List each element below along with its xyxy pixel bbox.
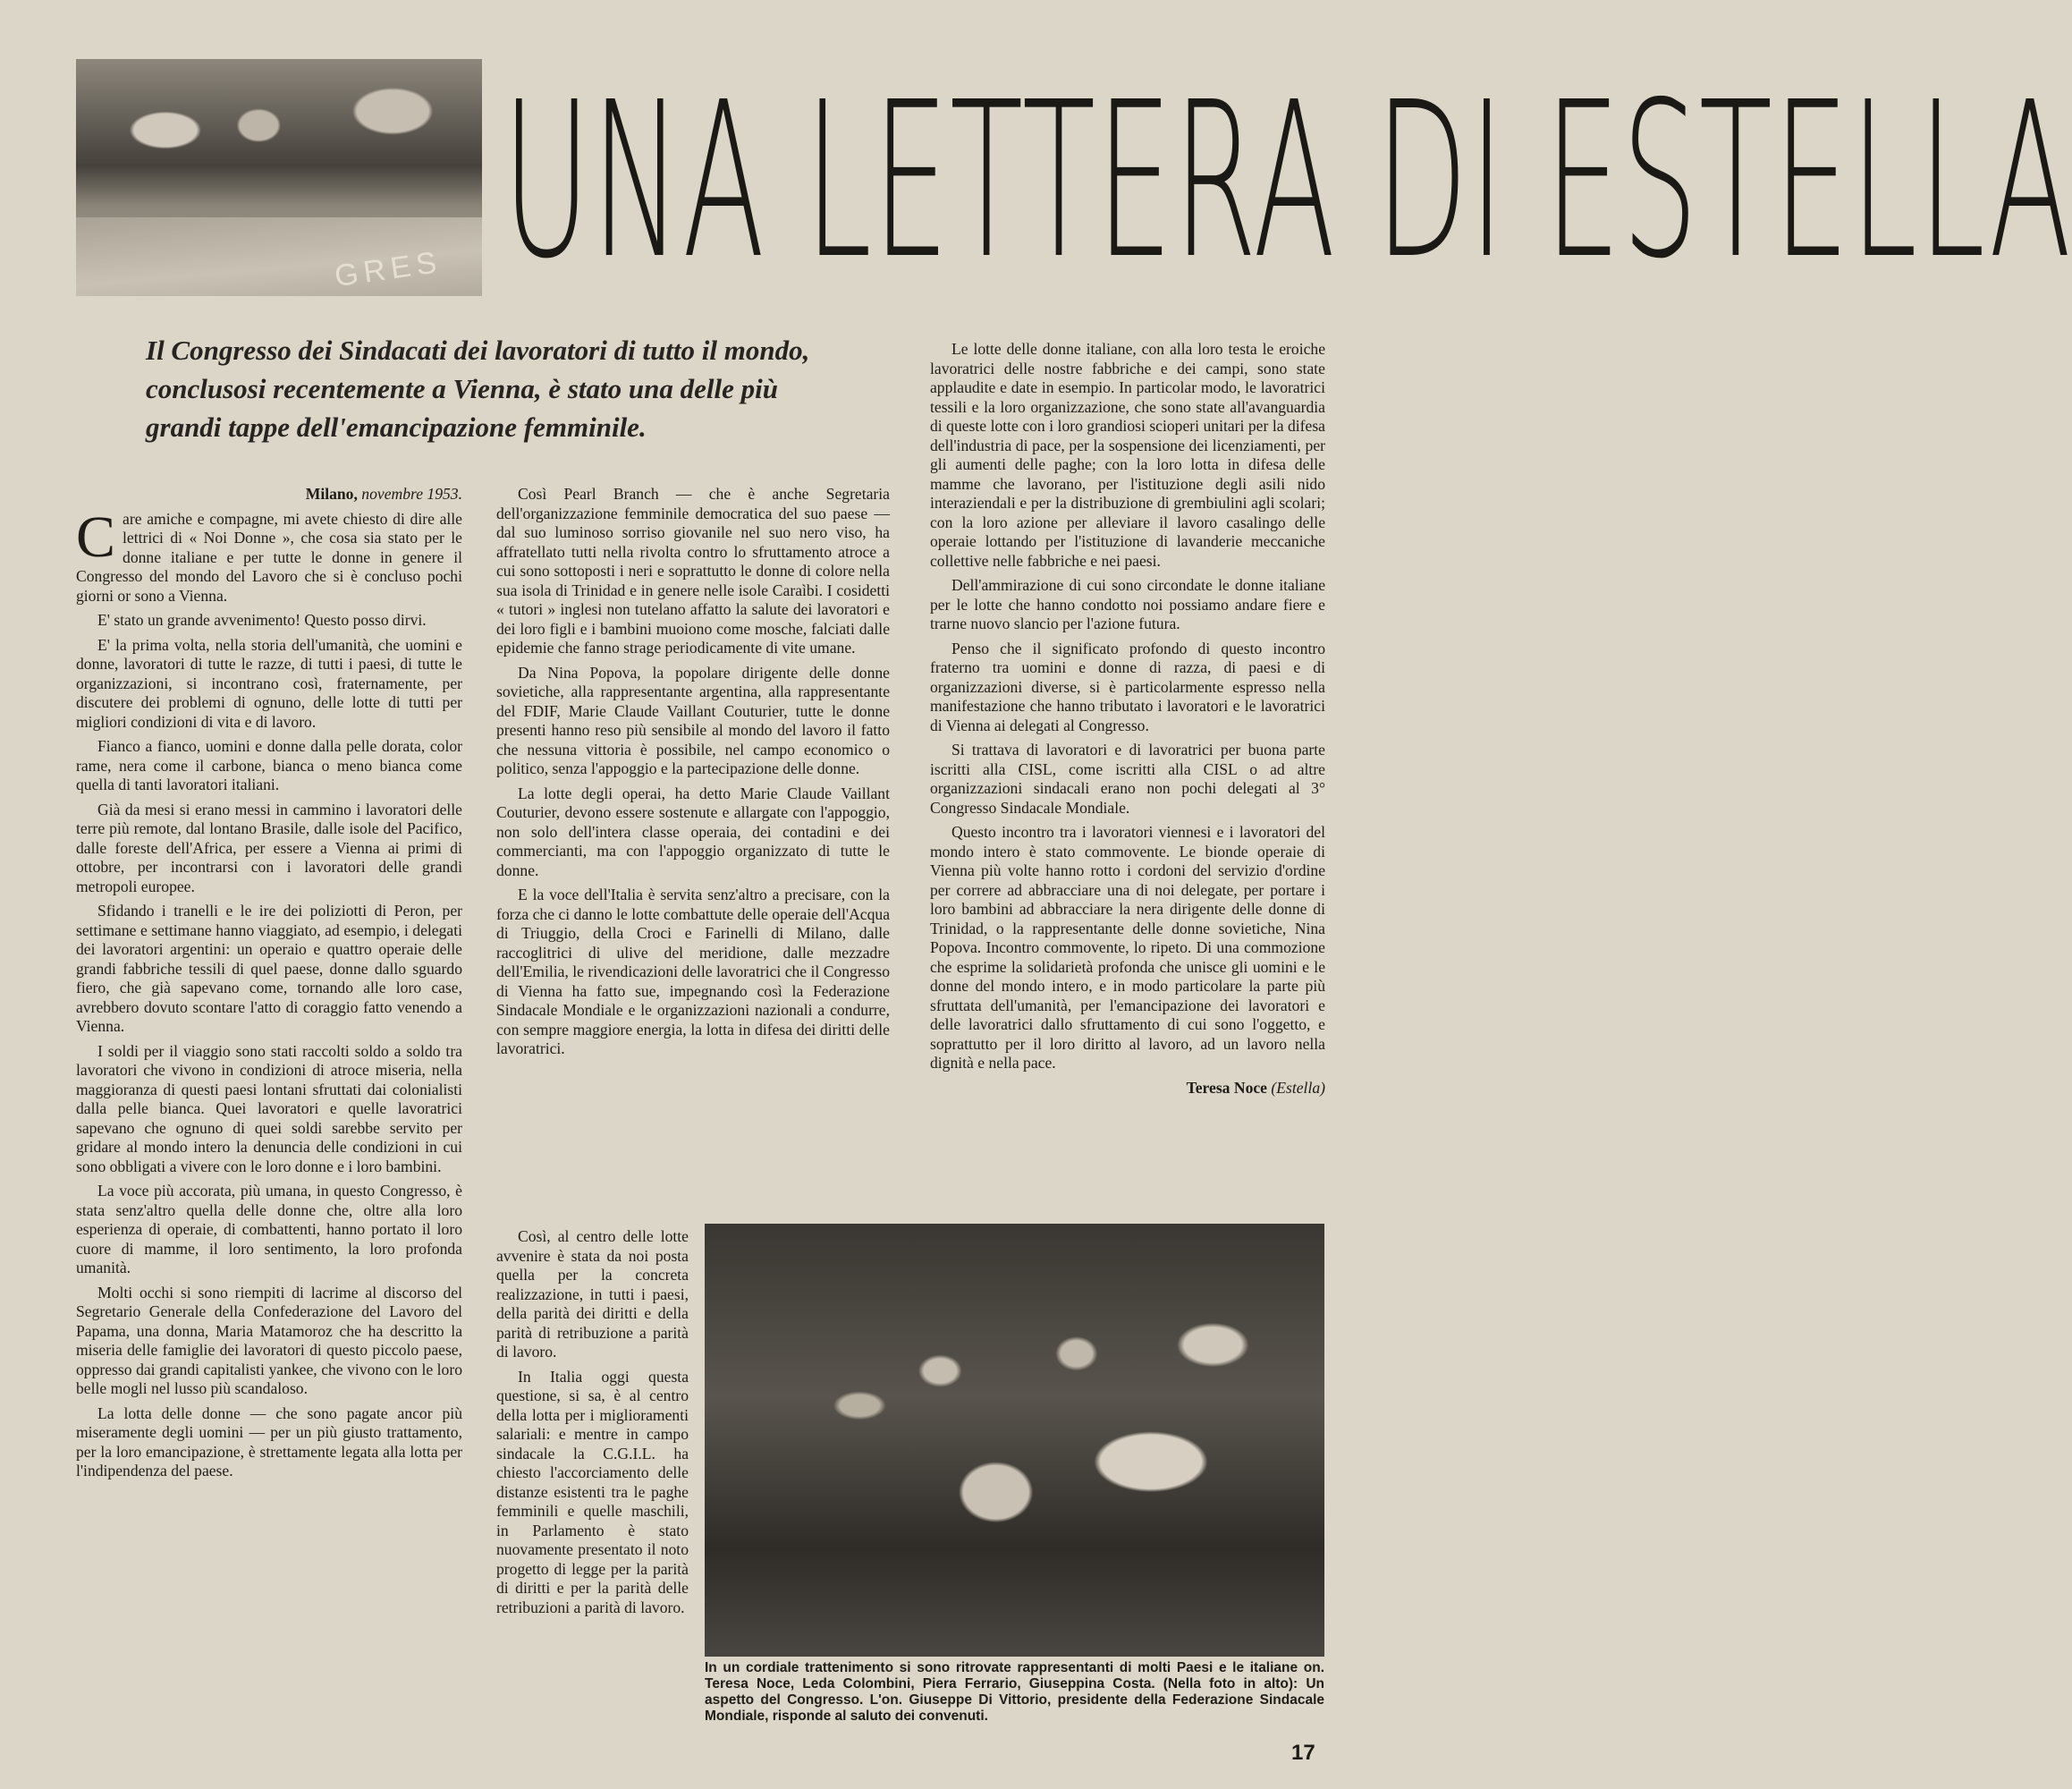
paragraph: Da Nina Popova, la popolare dirigente delle donne sovietiche, alla rappresentante argentina, alla rappresentante del FDIF, Marie Claude Vaillant Couturier, tutte le donne presenti hanno reso più sensibile al mondo del lavoro il fatto che nessuna vittoria è possibile, nel campo economico o politico, senza l'appoggio e la partecipazione delle donne. xyxy=(496,663,890,777)
headline: UNA LETTERA DI ESTELLA xyxy=(503,55,2072,306)
congress-photo xyxy=(76,59,482,296)
paragraph: E la voce dell'Italia è servita senz'altro a precisare, con la forza che ci danno le lotte combattute delle operaie dell'Acqua di Triuggio, della Croci e Farinelli di Milano, dalle raccoglitrici di ulive del meridione, dalle mezzadre dell'Emilia, le rivendicazioni delle lavoratrici che il Congresso di Vienna ha fatto sue, impegnando così la Federazione Sindacale Mondiale e le organizzazioni nazionali a condurre, con sempre maggiore energia, la lotta in difesa dei diritti delle lavoratrici. xyxy=(496,886,890,1057)
paragraph: Già da mesi si erano messi in cammino i lavoratori delle terre più remote, dal lontano Brasile, dalle isole del Pacifico, dalle foreste dell'Africa, per essere a Vienna ai primi di ottobre, per incontrarsi con i lavoratori delle grandi metropoli europee. xyxy=(76,800,462,895)
article-column-2-continued xyxy=(496,1227,689,1623)
paragraph xyxy=(76,504,462,606)
paragraph: I soldi per il viaggio sono stati raccolti soldo a soldo tra lavoratori che vivono in condizioni di atroce miseria, nella maggioranza di questi paesi lontani sfruttati dai colonialisti dalla pelle bianca. Quei lavoratori e quelle lavoratrici sapevano che ognuno di quei soldi sarebbe servito per gridare al mondo intero la denuncia delle condizioni in cui sono obbligati a vivere con le loro donne e i loro bambini. xyxy=(76,1041,462,1175)
intro-text: Il Congresso dei Sindacati dei lavoratori di tutto il mondo, conclusosi recentemente a Vienna, è stato una delle più grandi tappe dell'emancipazione femminile. xyxy=(146,335,810,443)
photo-caption: In un cordiale trattenimento si sono ritrovate rappresentanti di molti Paesi e le italiane on. Teresa Noce, Leda Colombini, Piera Ferrario, Giuseppina Costa. (Nella foto in alto): Un aspetto del Congresso. L'on. Giuseppe Di Vittorio, presidente della Federazione Sindacale Mondiale, risponde al saluto dei convenuti. xyxy=(705,1660,1324,1724)
dateline-date: novembre 1953. xyxy=(361,485,462,503)
paragraph: Si trattava di lavoratori e di lavoratrici per buona parte iscritti alla CISL, come iscritti alla CISL o ad altre organizzazioni sindacali erano non pochi delegati al 3° Congresso Sindacale Mondiale. xyxy=(930,741,1325,817)
paragraph: In Italia oggi questa questione, si sa, è al centro della lotta per i miglioramenti salariali: e mentre in campo sindacale la C.G.I.L. ha chiesto l'accorciamento delle distanze esistenti tra le paghe femminili e quelle maschili, in Parlamento è stato nuovamente presentato il noto progetto di legge per la parità di diritti e per la parità delle retribuzioni a parità di lavoro. xyxy=(496,1367,689,1616)
paragraph-text: are amiche e compagne, mi avete chiesto di dire alle lettrici di « Noi Donne », che cosa sia stato per le donne italiane e per tutte le donne in genere il Congresso del mondo del Lavoro che si è concluso pochi giorni or sono a Vienna. xyxy=(76,509,462,605)
paragraph: La lotte degli operai, ha detto Marie Claude Vaillant Couturier, devono essere sostenute e allargate con l'appoggio, non solo dell'intera classe operaia, dei contadini e dei commercianti, ma con l'appoggio organizzato di tutte le donne. xyxy=(496,784,890,879)
author-alias: (Estella) xyxy=(1271,1078,1325,1097)
paragraph: E' stato un grande avvenimento! Questo posso dirvi. xyxy=(97,611,427,629)
signature xyxy=(930,1079,1325,1098)
paragraph: Penso che il significato profondo di questo incontro fraterno tra uomini e donne di razza, di paesi e di organizzazioni diverse, si è particolarmente espresso nella manifestazione che hanno tributato i lavoratori e le lavoratrici di Vienna ai delegati al Congresso. xyxy=(930,639,1325,734)
paragraph: La lotta delle donne — che sono pagate ancor più miseramente degli uomini — per un più giusto trattamento, per la loro emancipazione, è strettamente legata alla lotta per l'indipendenza del paese. xyxy=(76,1403,462,1480)
article-column-1 xyxy=(76,485,462,1487)
paragraph: Le lotte delle donne italiane, con alla loro testa le eroiche lavoratrici delle nostre fabbriche e dei campi, sono state applaudite e date in esempio. In particolar modo, le lavoratrici tessili e la loro organizzazione, che sono state all'avanguardia di queste lotte con i loro grandiosi scioperi unitari per la difesa dell'industria di pace, per la sospensione dei licenziamenti, per gli aumenti delle paghe; con la loro lotta in difesa delle mamme che lavorano, per l'istituzione degli asili nido interaziendali e per la distribuzione di grembiulini agli scolari; con la loro azione per alleviare il lavoro casalingo delle operaie lottando per l'istituzione di lavanderie meccaniche collettive nelle fabbriche e nei paesi. xyxy=(930,340,1325,570)
author-name: Teresa Noce xyxy=(1186,1078,1267,1097)
banner-graphic xyxy=(76,217,482,296)
paragraph: Così Pearl Branch — che è anche Segretaria dell'organizzazione femminile democratica del suo paese — dal suo luminoso sorriso giovanile nel suo nero viso, ha affratellato tutti nella rivolta contro lo sfruttamento atroce a cui sono sottoposti i neri e soprattutto le donne di colore nella sua isola di Trinidad e in genere nelle isole Caraìbi. I cosidetti « tutori » inglesi non tutelano affatto la salute dei lavoratori e dei loro figli e i bambini muoiono come mosche, falciati dalle epidemie che fanno strage periodicamente di vite umane. xyxy=(496,485,890,657)
banner-text: GRES xyxy=(332,244,444,294)
paragraph: Dell'ammirazione di cui sono circondate le donne italiane per le lotte che hanno condotto noi possiamo andare fiere e trarne nuovo slancio per l'azione futura. xyxy=(930,576,1325,632)
dateline xyxy=(76,485,462,504)
paragraph: E' la prima volta, nella storia dell'umanità, che uomini e donne, lavoratori di tutte le razze, di tutti i paesi, di tutte le organizzazioni, si incontrano così, fraternamente, per discutere dei problemi di ognuno, delle lotte di tutti per migliori condizioni di vita e di lavoro. xyxy=(76,635,462,731)
paragraph: Sfidando i tranelli e le ire dei poliziotti di Peron, per settimane e settimane hanno viaggiato, ad esempio, i delegati dei lavoratori argentini: un operaio e quattro operaie delle grandi fabbriche tessili di quel paese, donne dallo sguardo fiero, che già sapevano come, tornando alle loro case, avrebbero dovuto scontare l'atto di coraggio fatto venendo a Vienna. xyxy=(76,902,462,1035)
paragraph: Così, al centro delle lotte avvenire è stata da noi posta quella per la concreta realizzazione, in tutti i paesi, della parità dei diritti e della parità di retribuzione a parità di lavoro. xyxy=(496,1227,689,1361)
reception-photo xyxy=(705,1224,1324,1657)
drop-cap: C xyxy=(76,504,116,570)
page-number: 17 xyxy=(1291,1741,1315,1765)
dateline-city: Milano, xyxy=(305,485,358,503)
paragraph: Fianco a fianco, uomini e donne dalla pelle dorata, color rame, nera come il carbone, bianca o meno bianca come quella di tanti lavoratori italiani. xyxy=(76,737,462,793)
article-column-3 xyxy=(930,340,1325,1098)
paragraph: Questo incontro tra i lavoratori viennesi e i lavoratori del mondo intero è stato commovente. Le bionde operaie di Vienna più volte hanno rotto i cordoni del servizio d'ordine per correre ad abbracciare una di noi delegate, per portare i loro bambini ad abbracciare la nera dirigente delle donne di Trinidad, o la rappresentante delle donne sovietiche, Nina Popova. Incontro commovente, lo ripeto. Di una commozione che esprime la solidarietà profonda che unisce gli uomini e le donne del mondo intero, e in modo particolare la parte più sfruttata dell'umanità, per l'emancipazione dei lavoratori e delle lavoratrici dallo sfruttamento di cui sono l'oggetto, e soprattutto per il loro diritto al lavoro, ad un lavoro nella dignità e nella pace. xyxy=(930,823,1325,1072)
article-column-2 xyxy=(496,485,890,1064)
paragraph: Molti occhi si sono riempiti di lacrime al discorso del Segretario Generale della Confederazione del Lavoro del Papama, una donna, Maria Matamoroz che ha descritto la miseria delle famiglie dei lavoratori di questo piccolo paese, oppresso dai grandi capitalisti yankee, che vivono con le loro belle mogli nel lusso più scandaloso. xyxy=(76,1283,462,1397)
paragraph: La voce più accorata, più umana, in questo Congresso, è stata senz'altro quella delle donne che, oltre alla loro esperienza di operaie, di combattenti, hanno portato il loro cuore di mamme, il loro sentimento, la loro profonda umanità. xyxy=(76,1182,462,1276)
